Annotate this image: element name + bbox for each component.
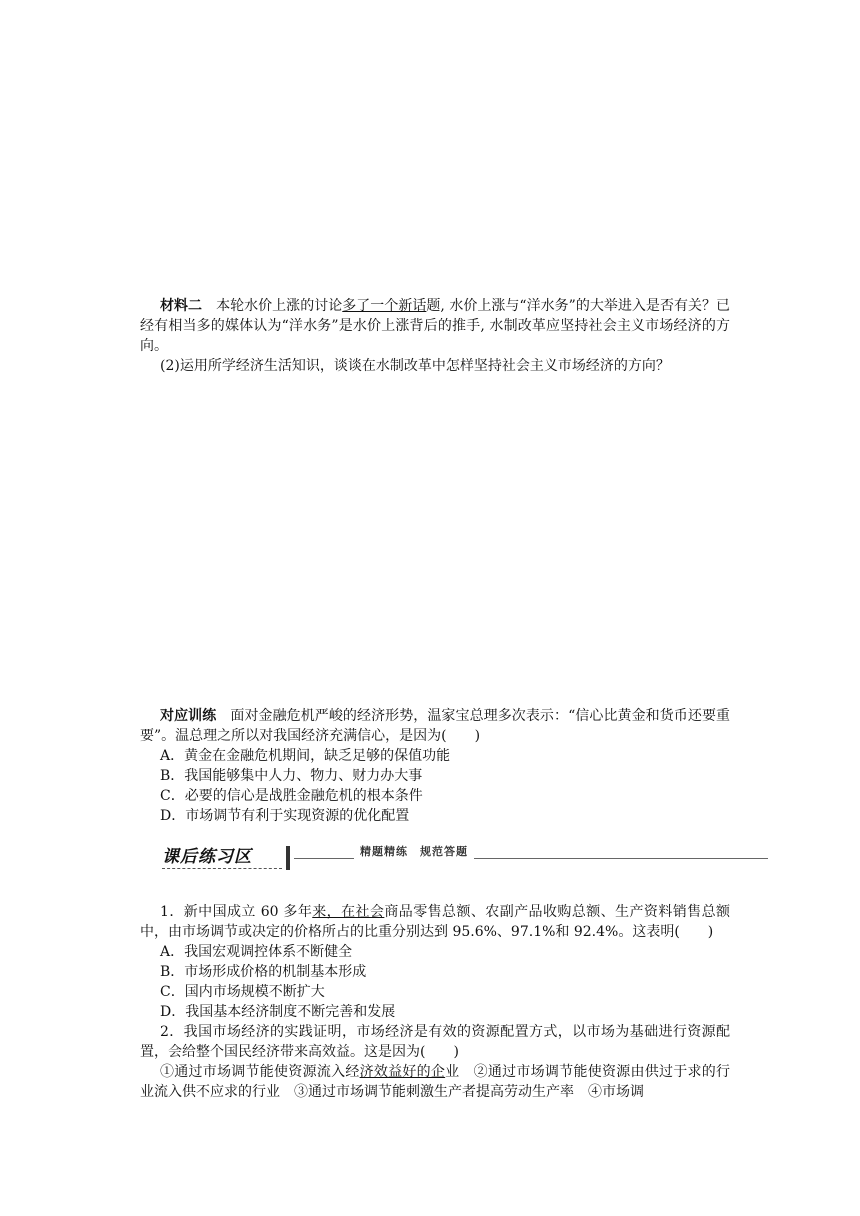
- question-one-stem-b: 商品零售总额、农副产品收购总额、生产资料销售总额中，由市场调节或决定的价格所占的比重分别达到 95.6%、97.1%和 92.4%。这表明( ): [140, 904, 731, 940]
- exercise-option-c: C．必要的信心是战胜金融危机的根本条件: [160, 788, 423, 804]
- question-two-items-a: ①通过市场调节能使资源流入经: [160, 1064, 360, 1080]
- question-one-option-a: A．我国宏观调控体系不断健全: [160, 944, 353, 960]
- question-one-block: [140, 902, 730, 1102]
- material-two-text-b: 题, 水价上涨与“洋水务”的大举进入是否有关？已经有相当多的媒体认为“洋水务”是水价上涨背后的推手, 水制改革应坚持社会主义市场经济的方向。: [140, 298, 731, 354]
- question-one-option-d: D．我国基本经济制度不断完善和发展: [160, 1004, 396, 1020]
- material-two-block: [140, 296, 730, 376]
- exercise-option-d: D．市场调节有利于实现资源的优化配置: [160, 808, 410, 824]
- exercise-stem: [140, 706, 730, 746]
- question-one-option-b: B．市场形成价格的机制基本形成: [160, 964, 367, 980]
- question-one-stem-a: 1．新中国成立 60 多年: [160, 904, 313, 920]
- section-divider-bar: [286, 846, 290, 870]
- question-one-option-c: C．国内市场规模不断扩大: [160, 984, 325, 1000]
- material-two-text-a: 本轮水价上涨的讨论: [202, 298, 343, 314]
- section-title: 课后练习区: [162, 847, 252, 867]
- question-one-underlined: 来，在社会: [312, 904, 385, 920]
- exercise-stem-text: 面对金融危机严峻的经济形势，温家宝总理多次表示：“信心比黄金和货币还要重要”。温总理之所以对我国经济充满信心，是因为( ): [140, 708, 731, 744]
- question-two-items: [140, 1062, 730, 1102]
- exercise-option-b: B．我国能够集中人力、物力、财力办大事: [160, 768, 423, 784]
- material-two-label: 材料二: [160, 298, 203, 314]
- exercise-block: [140, 706, 730, 826]
- material-two-underlined: 多了一个新话: [342, 298, 427, 314]
- section-subtitle: 精题精练 规范答题: [354, 845, 474, 859]
- section-header: [162, 844, 768, 870]
- question-two: (2)运用所学经济生活知识，谈谈在水制改革中怎样坚持社会主义市场经济的方向？: [160, 358, 670, 374]
- question-two-items-b: 业 ②通过市场调节能使资源由供过于求的行业流入供不应求的行业 ③通过市场调节能刺激生产者提高劳动生产率 ④市场调: [140, 1064, 731, 1100]
- question-two-stem: 2．我国市场经济的实践证明，市场经济是有效的资源配置方式，以市场为基础进行资源配置，会给整个国民经济带来高效益。这是因为( ): [140, 1024, 730, 1060]
- question-one-stem: [140, 902, 730, 942]
- exercise-option-a: A．黄金在金融危机期间，缺乏足够的保值功能: [160, 748, 451, 764]
- exercise-label: 对应训练: [160, 708, 217, 724]
- section-title-underline: [162, 868, 282, 869]
- question-two-underlined: 济效益好的企: [359, 1064, 446, 1080]
- material-two-paragraph: [140, 296, 730, 356]
